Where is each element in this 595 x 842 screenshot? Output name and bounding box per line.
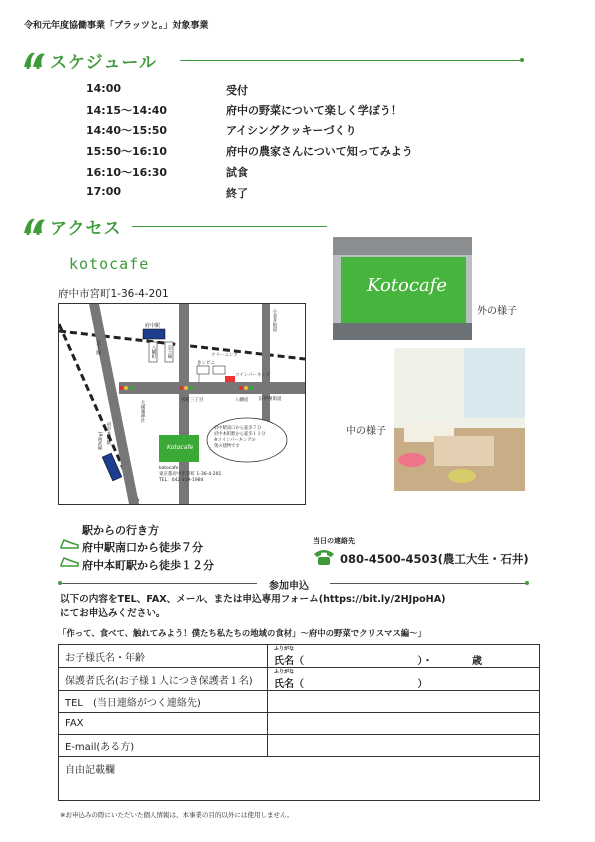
map-info-tel: TEL：042-319-1984 — [159, 478, 204, 483]
route-item: 府中駅南口から徒歩７分 — [82, 541, 203, 554]
map-station-fuchu: 府中駅 — [145, 323, 161, 329]
map-bubble-line: 府中駅南口から徒歩７分 — [214, 426, 262, 431]
access-rule — [132, 226, 327, 227]
apply-rule-end — [525, 581, 529, 585]
schedule-time: 15:50～16:10 — [86, 145, 168, 158]
map-kunitama: 大國魂神社 — [140, 400, 145, 423]
map-miyamachi3: 宮町三丁目 — [181, 398, 204, 403]
bell-icon — [22, 49, 48, 69]
map-jr-line: JR南武線 — [97, 432, 102, 450]
form-label: 保護者氏名(お子様１人につき保護者１名) — [59, 668, 268, 691]
shoe-icon — [60, 538, 80, 550]
form-label: 自由記載欄 — [65, 765, 115, 776]
form-label: TEL (当日連絡がつく連絡先) — [59, 691, 268, 713]
apply-text — [60, 593, 446, 621]
telephone-icon — [312, 548, 336, 566]
email-field[interactable] — [268, 735, 540, 757]
schedule-list — [86, 82, 556, 202]
guardian-name-field[interactable] — [268, 668, 540, 691]
form-label: お子様氏名・年齢 — [59, 645, 268, 668]
furigana-label: ふりがな — [274, 645, 295, 652]
map-bubble-text — [214, 426, 284, 450]
schedule-time: 17:00 — [86, 185, 122, 198]
age-unit: 歳 — [471, 655, 482, 667]
schedule-time: 14:15～14:40 — [86, 104, 168, 117]
schedule-activity: 試食 — [226, 166, 248, 179]
map-bubble-line: 奥の建物です — [214, 444, 240, 449]
form-row-guardian — [59, 668, 540, 691]
furigana-label: ふりがな — [274, 668, 295, 675]
schedule-activity: 府中の野菜について楽しく学ぼう！ — [226, 104, 402, 117]
apply-text-line: 以下の内容をTEL、FAX、メール、または申込専用フォーム(https://bit.ly/2HJpoHA) — [60, 594, 446, 605]
photo-outside-logo: Kotocafe — [367, 275, 447, 296]
map-hachiman-st: 八幡町 — [151, 345, 156, 359]
map-fuchuhonmachi-st: 府中本町駅 — [106, 422, 111, 445]
form-row-email — [59, 735, 540, 757]
schedule-activity: 府中の農家さんについて知ってみよう — [226, 145, 413, 158]
schedule-title: スケジュール — [50, 53, 157, 73]
name-suffix: ） — [417, 678, 428, 690]
route-item: 府中本町駅から徒歩１２分 — [82, 559, 214, 572]
photo-inside-label: 中の様子 — [346, 426, 386, 437]
schedule-time: 16:10～16:30 — [86, 166, 168, 179]
schedule-rule — [180, 60, 520, 61]
map-info-address: 東京都府中市宮町 1-36-4-201 — [159, 472, 222, 477]
map-hachimancho: 八幡宿 — [235, 398, 249, 403]
name-prefix: 氏名（ — [274, 678, 304, 690]
schedule-time: 14:40～15:50 — [86, 124, 168, 137]
photo-outside-label: 外の様子 — [477, 306, 517, 317]
event-title: 「作って、食べて、触れてみよう！僕たち私たちの地域の食材」～府中の野菜でクリスマス編～」 — [58, 628, 426, 638]
form-row-fax — [59, 713, 540, 735]
apply-rule-right — [330, 583, 525, 584]
contact-label: 当日の連絡先 — [313, 537, 355, 545]
map-info-name: kotocafe — [159, 466, 179, 471]
map-keio-mark: 京王線 — [167, 345, 172, 359]
cafe-address: 府中市宮町1-36-4-201 — [58, 288, 169, 300]
photo-inside-image — [394, 348, 525, 491]
map-keio-line: 京王線 — [95, 340, 101, 355]
program-header: 令和元年度協働事業「ブラッツと。」対象事業 — [24, 21, 209, 31]
photo-outside — [333, 237, 472, 340]
bell-icon — [22, 215, 48, 235]
map-coin-parking: コインパーキング — [235, 373, 271, 378]
map-cleaning: クリーニング — [211, 353, 238, 358]
form-row-child — [59, 645, 540, 668]
apply-rule-left — [62, 583, 257, 584]
schedule-activity: アイシングクッキーづくり — [226, 124, 357, 137]
schedule-activity: 終了 — [226, 187, 248, 200]
application-form — [58, 644, 540, 801]
apply-text-line: にてお申込みください。 — [60, 608, 166, 619]
shoe-icon — [60, 556, 80, 568]
photo-inside — [394, 348, 525, 491]
access-title: アクセス — [50, 219, 122, 239]
free-text-field[interactable] — [59, 757, 540, 801]
map-combini: コンビニ — [197, 361, 215, 366]
map-bubble-line: ※コインパーキングの — [214, 438, 256, 443]
map-kitakoshu-kaido: 旧甲州街道 — [259, 397, 282, 402]
tel-field[interactable] — [268, 691, 540, 713]
schedule-activity: 受付 — [226, 84, 248, 97]
privacy-footnote: ※お申込みの際にいただいた個人情報は、本事業の目的以外には使用しません。 — [60, 811, 294, 819]
map-cafe-logo: Kotocafe — [167, 444, 194, 451]
form-label: E-mail(ある方) — [59, 735, 268, 757]
name-prefix: 氏名（ — [274, 655, 304, 667]
name-suffix: ）・ — [417, 655, 433, 667]
map-info — [159, 466, 221, 484]
form-label: FAX — [59, 713, 268, 735]
form-row-free — [59, 757, 540, 801]
contact-phone: 080-4500-4503(農工大生・石井) — [340, 552, 529, 566]
map-bubble-line: 府中本町駅から徒歩１２分 — [214, 432, 266, 437]
form-row-tel — [59, 691, 540, 713]
child-name-field[interactable] — [268, 645, 540, 668]
route-title: 駅からの行き方 — [82, 524, 159, 537]
apply-title: 参加申込 — [269, 581, 309, 592]
schedule-time: 14:00 — [86, 82, 122, 95]
fax-field[interactable] — [268, 713, 540, 735]
cafe-name: kotocafe — [69, 255, 150, 273]
access-map — [58, 303, 306, 505]
map-komaki-dori: 小金井街道 — [272, 309, 277, 332]
schedule-rule-end — [520, 58, 524, 62]
